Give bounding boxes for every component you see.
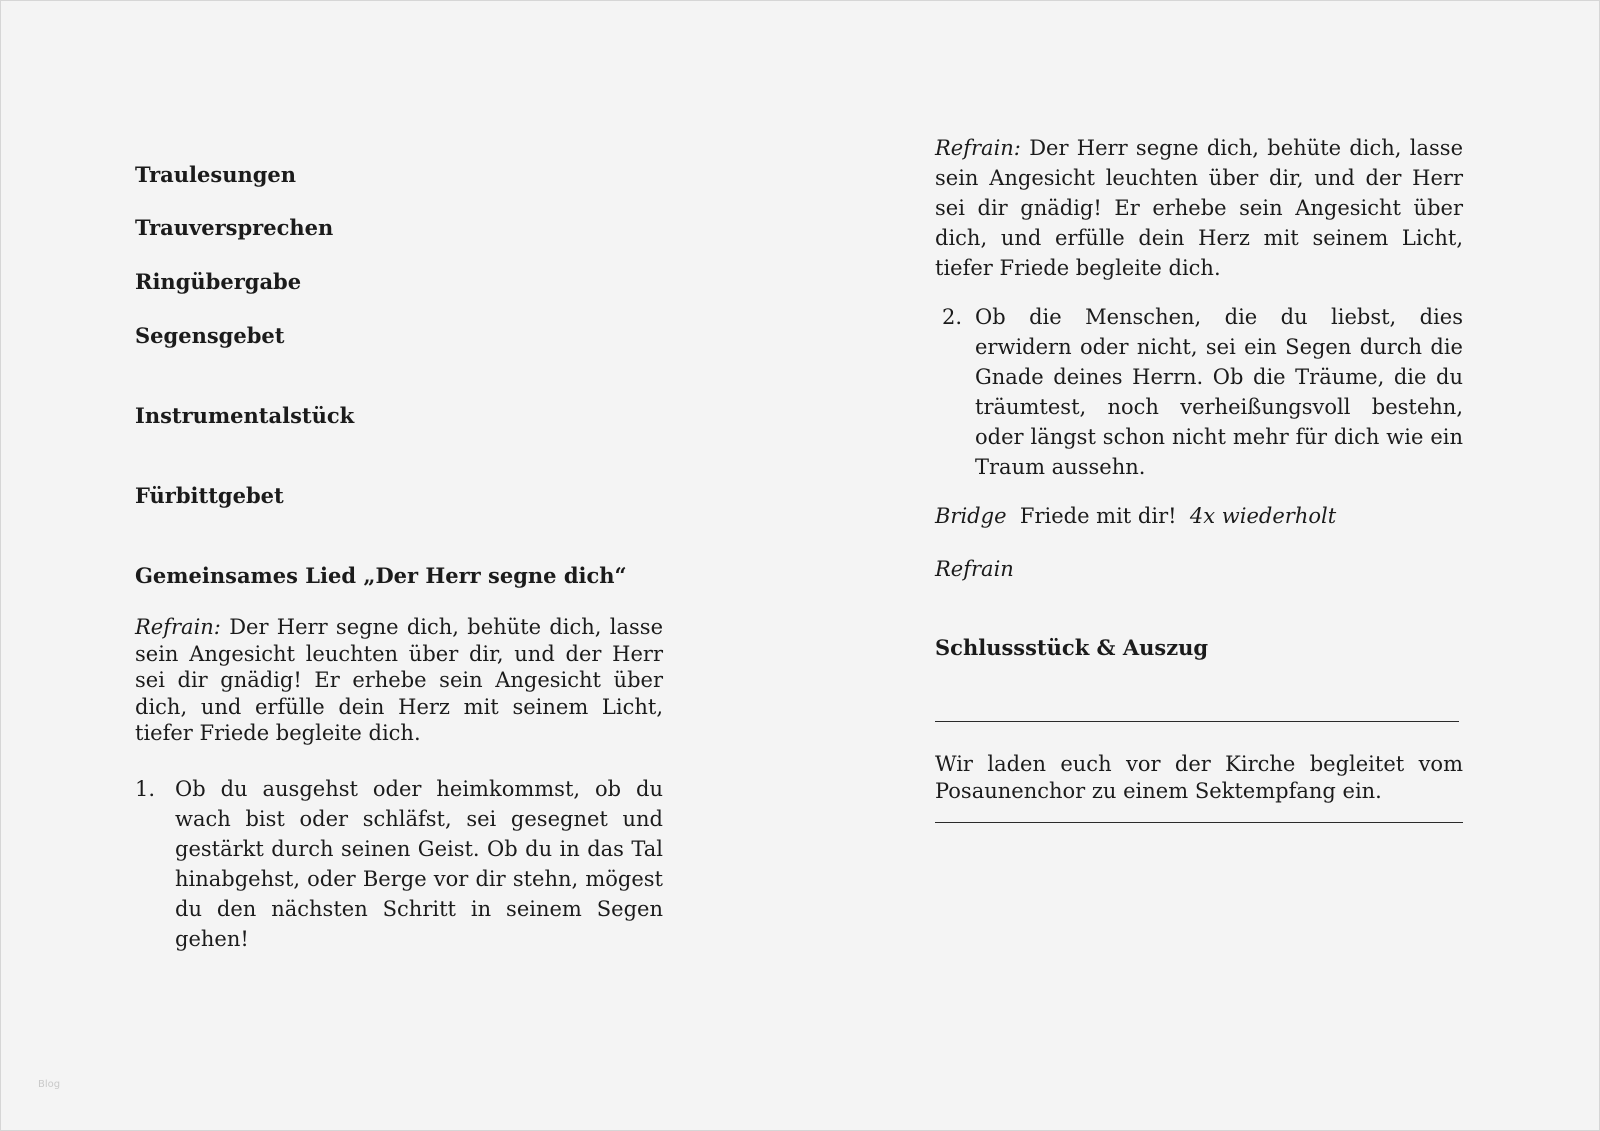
divider-bottom: [935, 822, 1463, 823]
bridge-text: Friede mit dir!: [1019, 504, 1177, 528]
heading-segensgebet: Segensgebet: [135, 323, 285, 348]
verse-2-text: Ob die Menschen, die du liebst, dies erwidern oder nicht, sei ein Segen durch die Gnade deines Herrn. Ob die Träume, die du träumtest, noch verheißungsvoll bestehn, oder längst schon nicht mehr für dich wie ein Traum aussehn.: [975, 305, 1463, 479]
divider-top: [935, 721, 1459, 722]
bridge-label: Bridge: [935, 504, 1007, 528]
watermark: Blog: [38, 1079, 61, 1090]
refrain-text-right: Der Herr segne dich, behüte dich, lasse sein Angesicht leuchten über dir, und der Herr sei dir gnädig! Er erhebe sein Angesicht über dich, und erfülle dein Herz mit seinem Licht, tiefer Friede begleite dich.: [935, 136, 1463, 280]
heading-trauversprechen: Trauversprechen: [135, 215, 334, 240]
left-column: [135, 160, 663, 954]
refrain-label: Refrain:: [135, 615, 221, 639]
heading-ringuebergabe: Ringübergabe: [135, 269, 302, 294]
invitation-text: Wir laden euch vor der Kirche begleitet vom Posaunenchor zu einem Sektempfang ein.: [935, 752, 1463, 803]
verse-1-number: 1.: [135, 776, 156, 801]
refrain-paragraph: [135, 614, 663, 747]
heading-gemeinsames-lied: Gemeinsames Lied „Der Herr segne dich“: [135, 563, 627, 588]
verse-1: [135, 774, 663, 954]
bridge-line: [935, 501, 1463, 531]
heading-traulesungen: Traulesungen: [135, 162, 297, 187]
verse-2: [935, 302, 1463, 482]
refrain-label-right: Refrain:: [935, 136, 1021, 160]
heading-schlussstueck: Schlussstück & Auszug: [935, 635, 1209, 660]
refrain-paragraph-right: [935, 133, 1463, 283]
verse-2-number: 2.: [942, 305, 963, 329]
verse-1-text: Ob du ausgehst oder heimkommst, ob du wach bist oder schläfst, sei gesegnet und gestärkt durch seinen Geist. Ob du in das Tal hinabgehst, oder Berge vor dir stehn, mögest du den nächsten Schritt in seinem Segen gehen!: [175, 776, 663, 951]
refrain-text: Der Herr segne dich, behüte dich, lasse sein Angesicht leuchten über dir, und der Herr sei dir gnädig! Er erhebe sein Angesicht über dich, und erfülle dein Herz mit seinem Licht, tiefer Friede begleite dich.: [135, 615, 663, 745]
heading-instrumentalstueck: Instrumentalstück: [135, 403, 355, 428]
refrain-final: Refrain: [935, 557, 1014, 581]
heading-fuerbittgebet: Fürbittgebet: [135, 483, 284, 508]
right-column: [935, 133, 1463, 823]
bridge-repeat: 4x wiederholt: [1189, 504, 1337, 528]
